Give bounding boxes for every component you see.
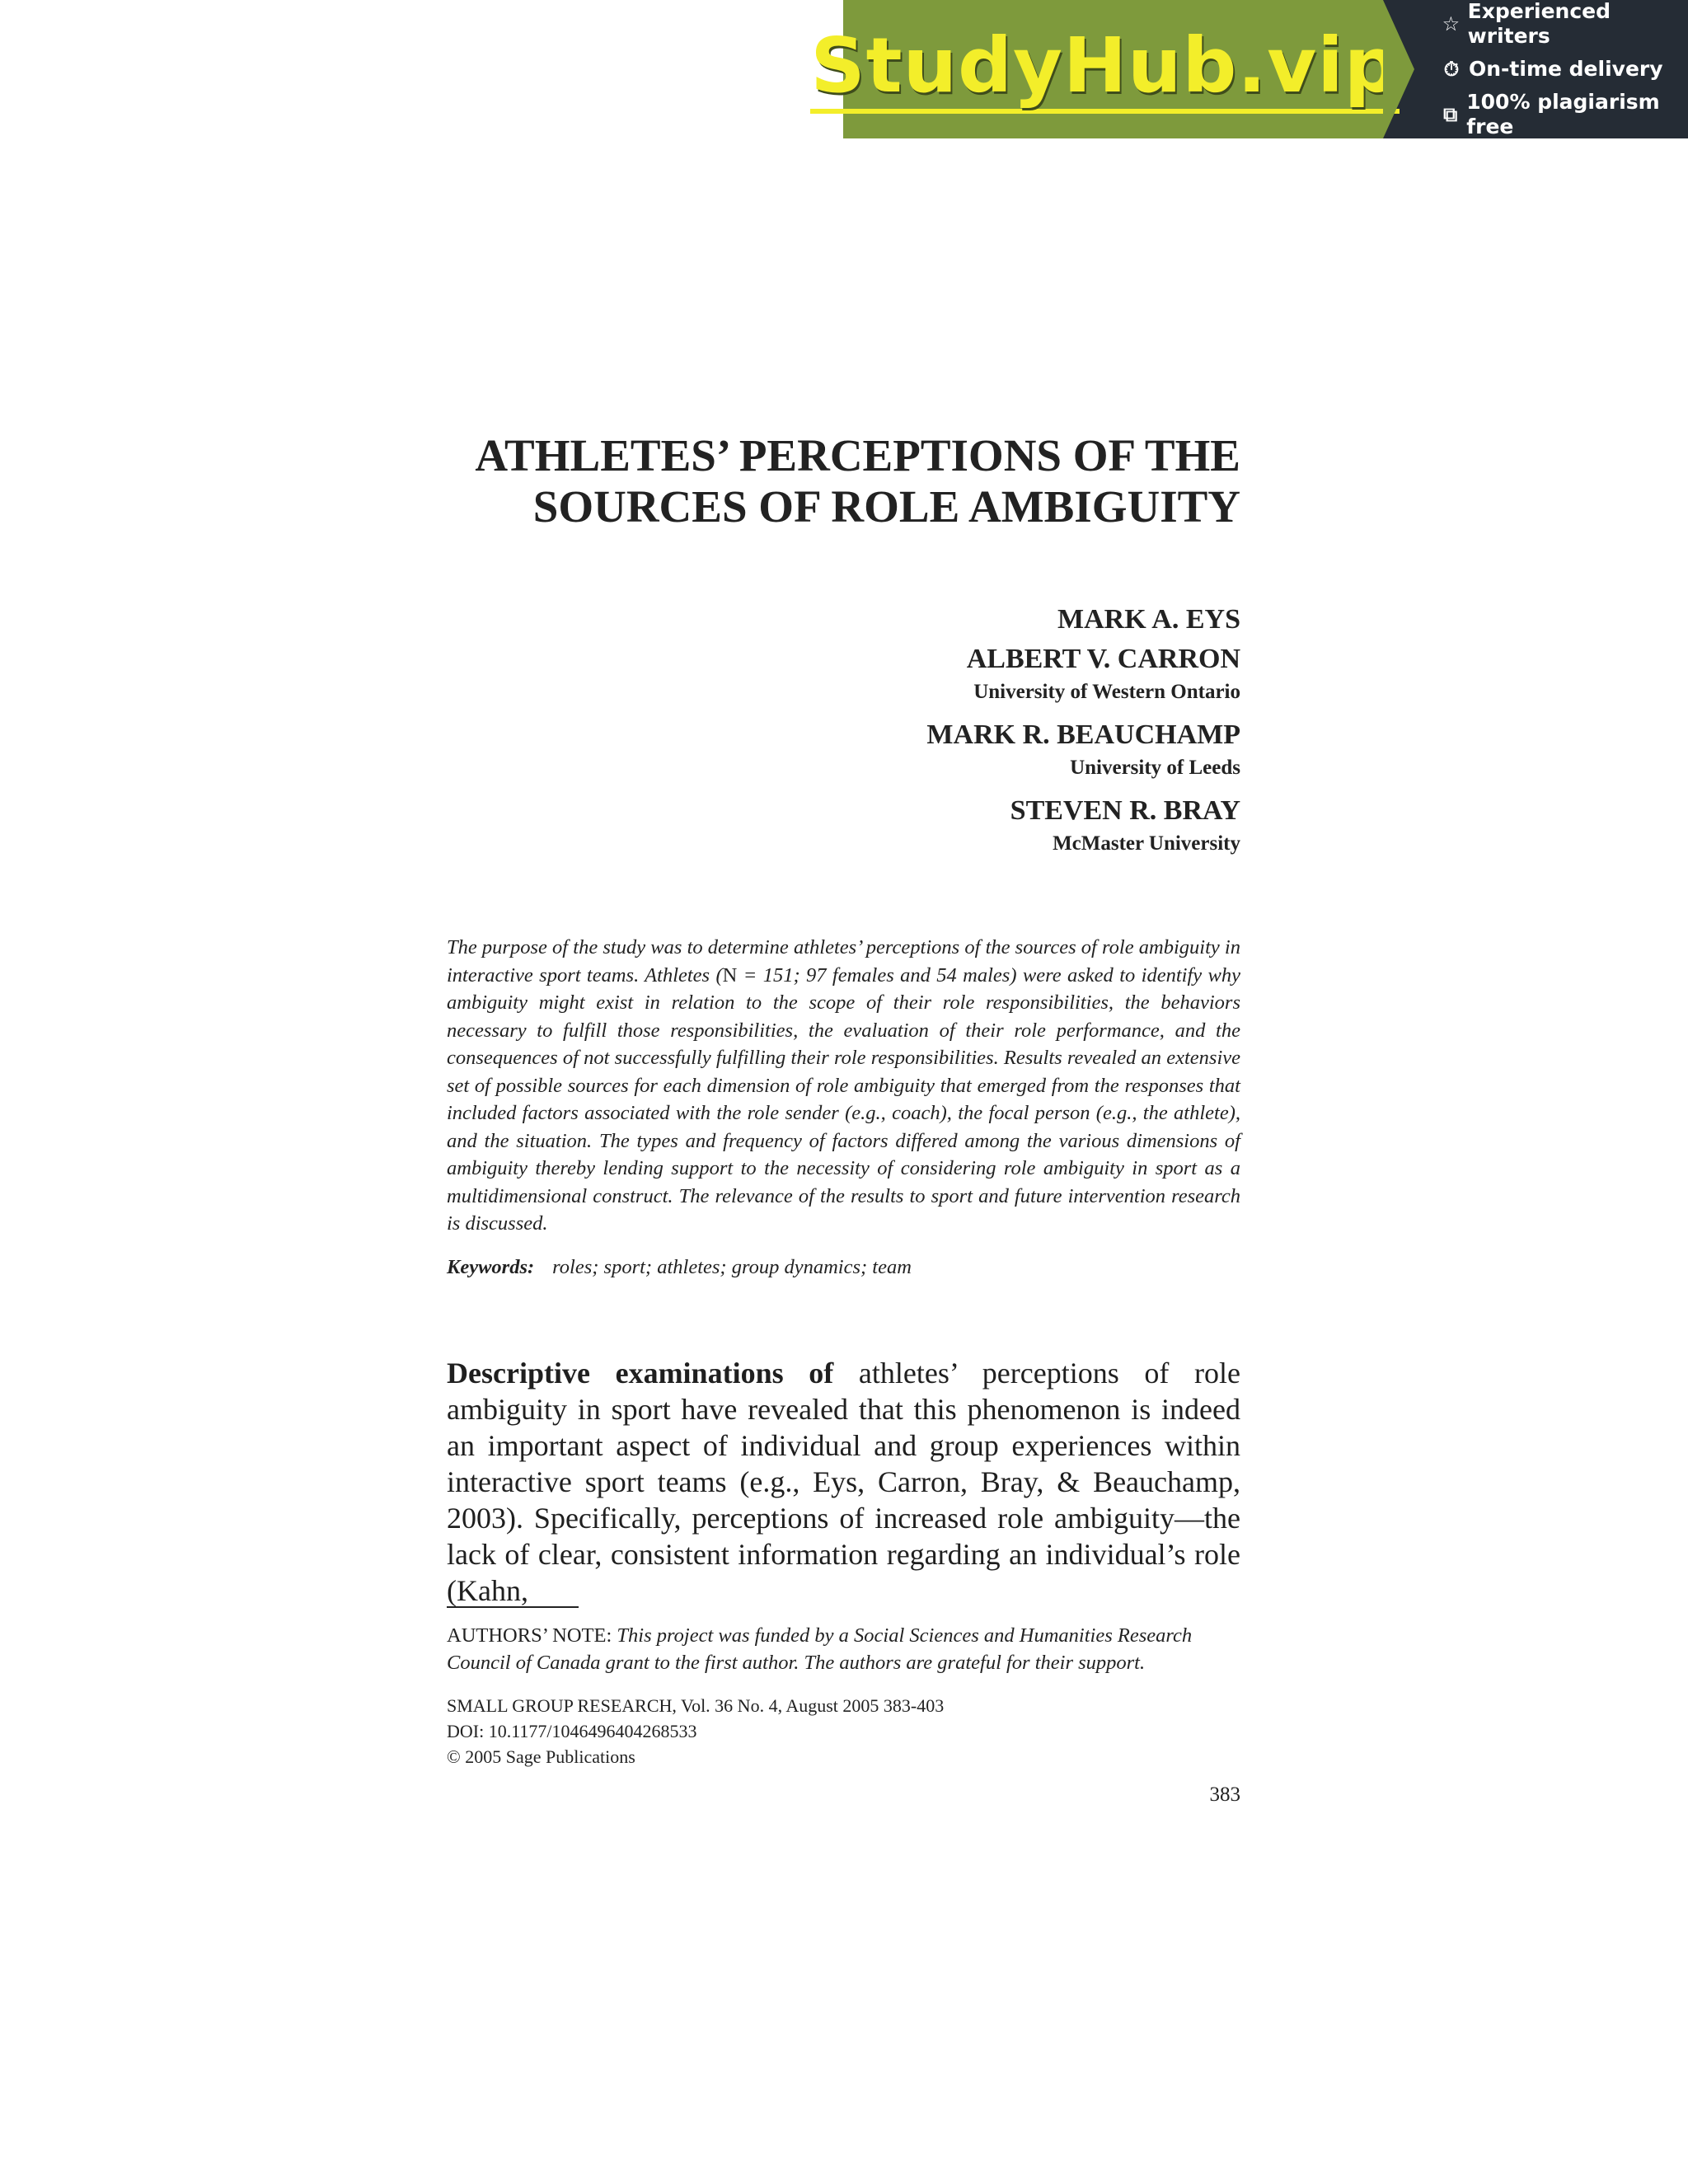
title-line-1: ATHLETES’ PERCEPTIONS OF THE	[475, 430, 1240, 480]
author-affiliation: McMaster University	[1053, 832, 1240, 855]
footnote-divider	[447, 1606, 579, 1608]
clock-icon: ⏱	[1443, 58, 1460, 81]
feature-plagiarism-free	[1441, 90, 1688, 139]
author-name: MARK R. BEAUCHAMP	[926, 719, 1240, 750]
body-text: athletes’ perceptions of role ambiguity in sport have revealed that this phenomenon is indeed an important aspect of individual and group experiences within interactive sport teams (e.g., Eys, Carron, Bray, & Beauchamp, 2003). Specifically, perceptions of increased role ambiguity—the lack of clear, consistent information regarding an individual’s role (Kahn,	[447, 1357, 1240, 1607]
authors-note	[447, 1622, 1240, 1676]
journal-citation: SMALL GROUP RESEARCH, Vol. 36 No. 4, August 2005 383-403	[447, 1695, 945, 1716]
body-lead-in: Descriptive examinations of	[447, 1357, 834, 1390]
article-title	[445, 430, 1240, 532]
star-icon: ☆	[1442, 12, 1461, 35]
author-list	[742, 600, 1240, 867]
banner-features	[1383, 0, 1688, 138]
author-name: MARK A. EYS	[1057, 604, 1240, 635]
banner-logo-text: StudyHub.vip	[810, 25, 1399, 114]
authors-note-label: AUTHORS’ NOTE:	[447, 1624, 612, 1647]
copy-icon: ⧉	[1443, 103, 1458, 126]
keywords-value: roles; sport; athletes; group dynamics; team	[552, 1256, 912, 1278]
authors-note-text: This project was funded by a Social Sciences and Humanities Research Council of Canada grant to the first author. The authors are grateful for their support.	[447, 1624, 1193, 1674]
author-name: ALBERT V. CARRON	[966, 644, 1240, 674]
keywords	[447, 1254, 1240, 1281]
feature-label: Experienced writers	[1467, 0, 1611, 48]
feature-experienced-writers	[1441, 0, 1688, 49]
journal-info	[447, 1693, 1240, 1769]
feature-label: On-time delivery	[1469, 57, 1663, 81]
journal-copyright: © 2005 Sage Publications	[447, 1746, 635, 1767]
banner-logo[interactable]	[810, 0, 1400, 138]
studyhub-banner[interactable]	[810, 0, 1688, 138]
author-name: STEVEN R. BRAY	[1010, 795, 1240, 826]
page-number: 383	[1209, 1783, 1240, 1806]
abstract-part-1: The purpose of the study was to determine athletes’ perceptions of the sources of role ambiguity in interactive sport teams. Athletes (	[447, 936, 1240, 987]
feature-label: 100% plagiarism free	[1466, 90, 1660, 138]
keywords-label: Keywords:	[447, 1256, 535, 1278]
body-paragraph	[447, 1355, 1240, 1609]
abstract	[447, 934, 1240, 1238]
abstract-n-symbol: N	[722, 963, 738, 987]
feature-on-time-delivery	[1441, 57, 1688, 82]
abstract-part-2: = 151; 97 females and 54 males) were asked to identify why ambiguity might exist in relation to the scope of their role responsibilities, the behaviors necessary to fulfill those responsibilities, the evaluation of their role performance, and the consequences of not successfully fulfilling their role responsibilities. Results revealed an extensive set of possible sources for each dimension of role ambiguity that emerged from the responses that included factors associated with the role sender (e.g., coach), the focal person (e.g., the athlete), and the situation. The types and frequency of factors differed among the various dimensions of ambiguity thereby lending support to the necessity of considering role ambiguity in sport as a multidimensional construct. The relevance of the results to sport and future intervention research is discussed.	[447, 963, 1240, 1235]
author-affiliation: University of Western Ontario	[973, 681, 1240, 703]
author-affiliation: University of Leeds	[1070, 757, 1240, 779]
title-line-2: SOURCES OF ROLE AMBIGUITY	[532, 481, 1240, 532]
journal-doi: DOI: 10.1177/1046496404268533	[447, 1721, 697, 1741]
